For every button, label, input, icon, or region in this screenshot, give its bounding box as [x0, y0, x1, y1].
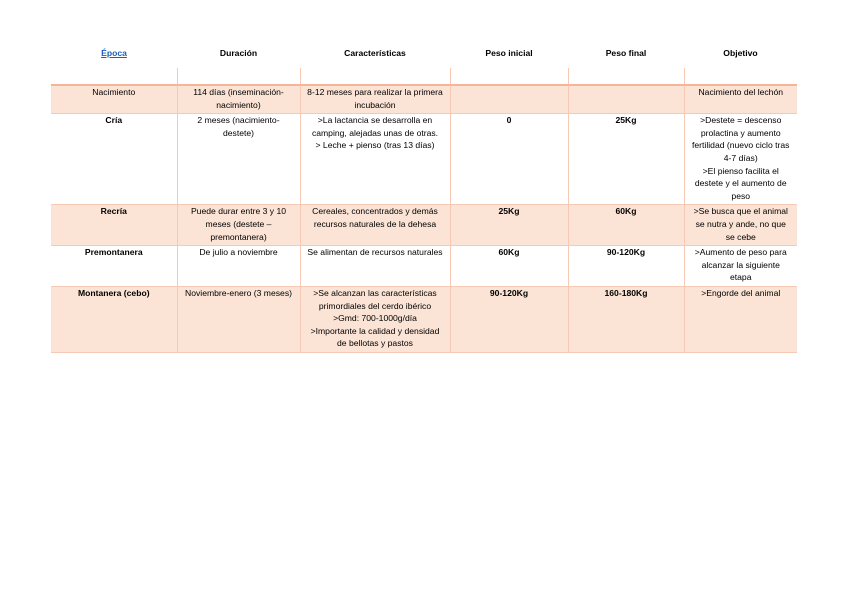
- header-divider: [51, 68, 797, 85]
- duration-cell: Noviembre-enero (3 meses): [177, 286, 300, 352]
- objective-line: >Se busca que el animal se nutra y ande, no que se cebe: [693, 206, 788, 242]
- header-peso-final: Peso final: [605, 47, 647, 58]
- stage-cell: Cría: [51, 114, 177, 205]
- stage-cell: Nacimiento: [51, 85, 177, 114]
- final-weight-cell: 90-120Kg: [568, 246, 684, 287]
- duration-cell: Puede durar entre 3 y 10 meses (destete – premontanera): [177, 205, 300, 246]
- objective-line: Nacimiento del lechón: [698, 87, 784, 97]
- objective-cell: [684, 286, 797, 352]
- characteristic-line: Cereales, concentrados y demás recursos naturales de la dehesa: [312, 206, 438, 229]
- initial-weight-cell: [450, 85, 568, 114]
- final-weight-cell: 160-180Kg: [568, 286, 684, 352]
- final-weight-cell: 25Kg: [568, 114, 684, 205]
- initial-weight-cell: 25Kg: [450, 205, 568, 246]
- characteristic-line: Se alimentan de recursos naturales: [307, 247, 443, 258]
- characteristic-line: >Se alcanzan las características primordiales del cerdo ibérico: [313, 287, 437, 311]
- table-row: [51, 246, 797, 287]
- initial-weight-cell: 0: [450, 114, 568, 205]
- table-row: [51, 85, 797, 114]
- table-row: [51, 114, 797, 205]
- objective-line: >El pienso facilita el destete y el aumento de peso: [694, 165, 787, 201]
- initial-weight-cell: 90-120Kg: [450, 286, 568, 352]
- duration-cell: De julio a noviembre: [177, 246, 300, 287]
- header-caracteristicas: Características: [344, 47, 406, 58]
- objective-cell: [684, 85, 797, 114]
- duration-cell: 2 meses (nacimiento-destete): [177, 114, 300, 205]
- stage-cell: Montanera (cebo): [51, 286, 177, 352]
- characteristic-line: >Importante la calidad y densidad de bellotas y pastos: [310, 325, 440, 349]
- objective-cell: [684, 205, 797, 246]
- objective-cell: [684, 246, 797, 287]
- objective-line: >Aumento de peso para alcanzar la siguiente etapa: [694, 247, 787, 283]
- duration-cell: 114 días (inseminación-nacimiento): [177, 85, 300, 114]
- characteristics-cell: [300, 114, 450, 205]
- header-peso-inicial: Peso inicial: [485, 47, 533, 58]
- characteristic-line: >Gmd: 700-1000g/día: [333, 313, 417, 324]
- objective-line: >Destete = descenso prolactina y aumento fertilidad (nuevo ciclo tras 4-7 días): [692, 115, 790, 163]
- characteristics-cell: [300, 205, 450, 246]
- objective-line: >Engorde del animal: [701, 287, 781, 298]
- characteristic-line: 8-12 meses para realizar la primera incubación: [307, 87, 443, 110]
- epoca-link[interactable]: Época: [101, 47, 127, 58]
- initial-weight-cell: 60Kg: [450, 246, 568, 287]
- pig-stages-table: [51, 38, 797, 353]
- header-epoca[interactable]: [51, 38, 177, 68]
- header-duracion: Duración: [219, 47, 258, 58]
- stage-cell: Recría: [51, 205, 177, 246]
- table-row: [51, 205, 797, 246]
- characteristics-cell: [300, 246, 450, 287]
- header-objetivo: Objetivo: [723, 47, 758, 58]
- characteristic-line: > Leche + pienso (tras 13 días): [315, 140, 435, 151]
- final-weight-cell: 60Kg: [568, 205, 684, 246]
- table-row: [51, 286, 797, 352]
- characteristics-cell: [300, 286, 450, 352]
- objective-cell: [684, 114, 797, 205]
- stage-cell: Premontanera: [51, 246, 177, 287]
- characteristics-cell: [300, 85, 450, 114]
- characteristic-line: >La lactancia se desarrolla en camping, alejadas unas de otras.: [311, 115, 439, 138]
- header-row: [51, 38, 797, 68]
- final-weight-cell: [568, 85, 684, 114]
